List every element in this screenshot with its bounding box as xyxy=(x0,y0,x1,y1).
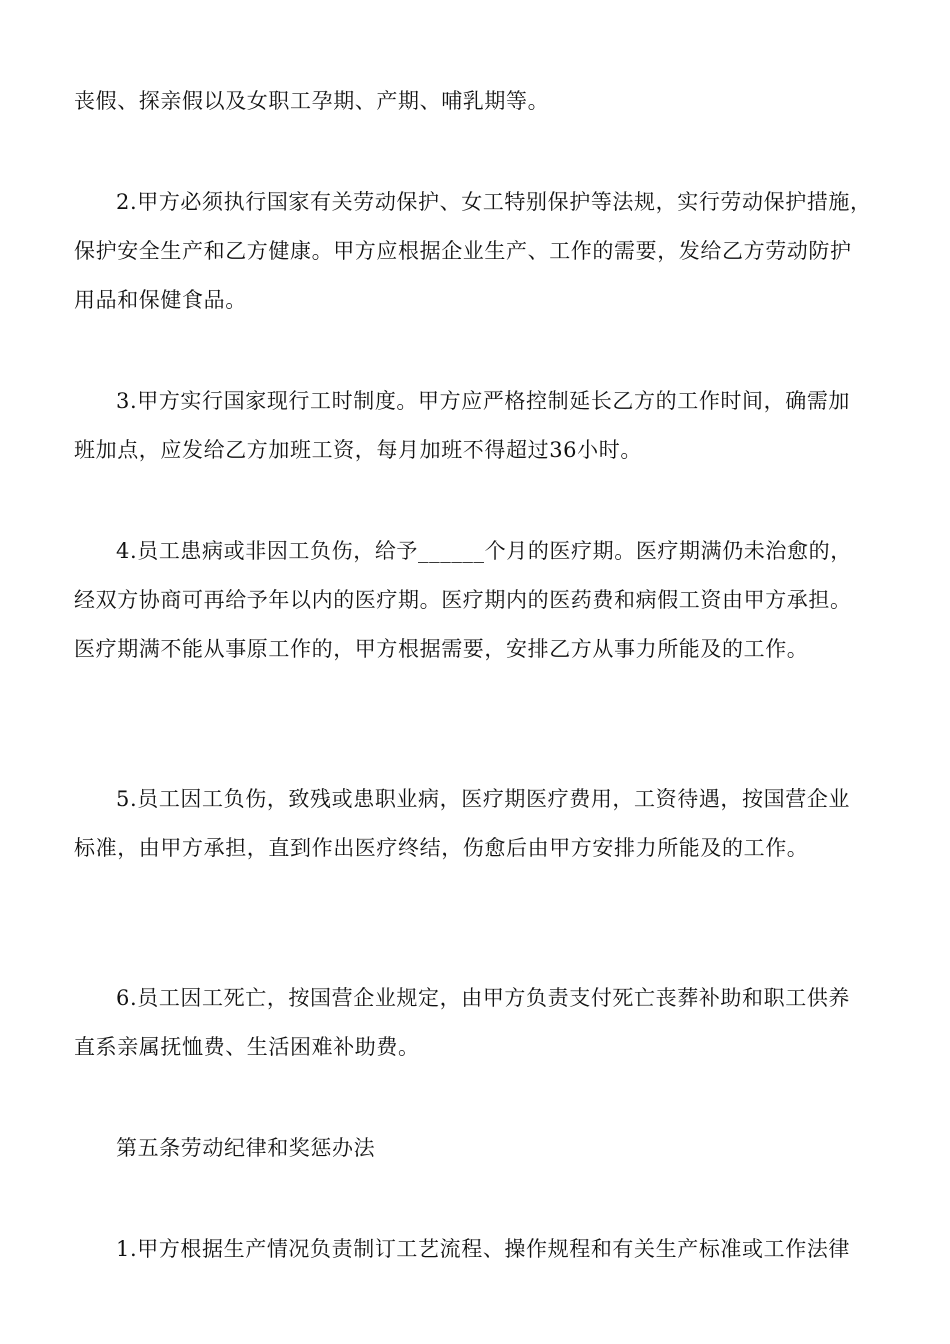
text-line-11: 标准，由甲方承担，直到作出医疗终结，伤愈后由甲方安排力所能及的工作。 xyxy=(74,836,809,860)
text-line-4: 用品和保健食品。 xyxy=(74,288,247,312)
text-line-15: 1.甲方根据生产情况负责制订工艺流程、操作规程和有关生产标准或工作法律 xyxy=(116,1237,851,1261)
text-line-9: 医疗期满不能从事原工作的，甲方根据需要，安排乙方从事力所能及的工作。 xyxy=(74,637,809,661)
text-line-12: 6.员工因工死亡，按国营企业规定，由甲方负责支付死亡丧葬补助和职工供养 xyxy=(116,986,851,1010)
text-line-13: 直系亲属抚恤费、生活困难补助费。 xyxy=(74,1035,420,1059)
text-line-10: 5.员工因工负伤，致残或患职业病，医疗期医疗费用，工资待遇，按国营企业 xyxy=(116,787,851,811)
text-line-8: 经双方协商可再给予年以内的医疗期。医疗期内的医药费和病假工资由甲方承担。 xyxy=(74,588,852,612)
section-heading: 第五条劳动纪律和奖惩办法 xyxy=(116,1136,376,1160)
text-line-7: 4.员工患病或非因工负伤，给予______个月的医疗期。医疗期满仍未治愈的， xyxy=(116,539,852,563)
text-line-6: 班加点，应发给乙方加班工资，每月加班不得超过36小时。 xyxy=(74,438,642,462)
text-line-5: 3.甲方实行国家现行工时制度。甲方应严格控制延长乙方的工作时间，确需加 xyxy=(116,389,851,413)
text-line-2: 2.甲方必须执行国家有关劳动保护、女工特别保护等法规，实行劳动保护措施， xyxy=(116,190,872,214)
text-line-1: 丧假、探亲假以及女职工孕期、产期、哺乳期等。 xyxy=(74,89,550,113)
text-line-3: 保护安全生产和乙方健康。甲方应根据企业生产、工作的需要，发给乙方劳动防护 xyxy=(74,239,852,263)
